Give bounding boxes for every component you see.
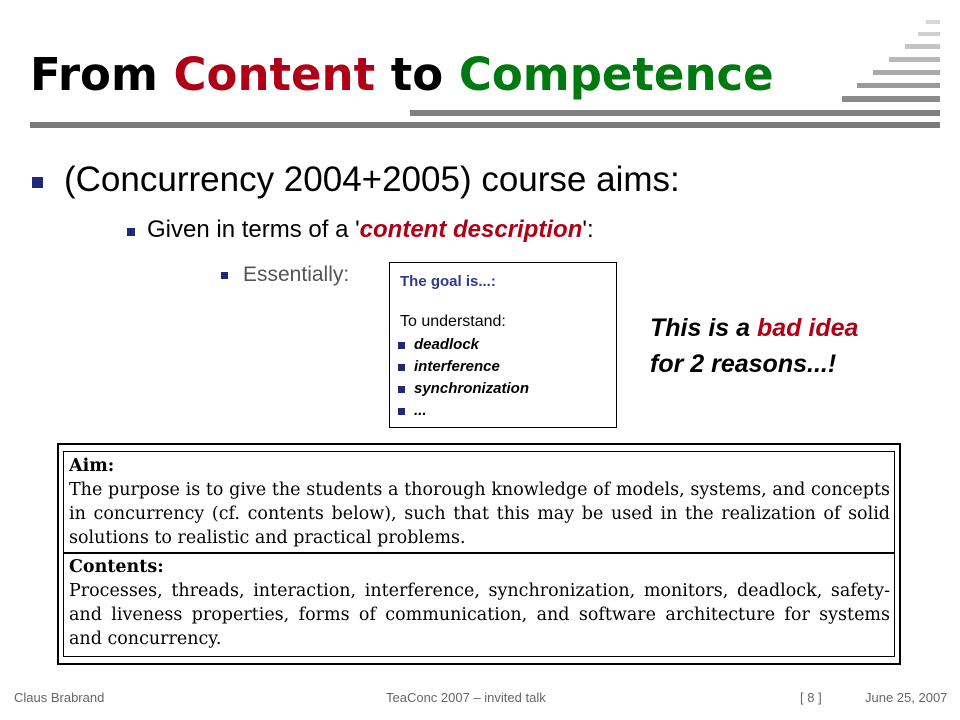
bullet-icon xyxy=(32,177,43,188)
aim-text: The purpose is to give the students a thorough knowledge of models, systems, and concepts in concurrency (cf. contents below), such that this may be used in the realization of solid solutions to realistic and practical problems. xyxy=(69,480,890,548)
callout-line-1: This is a bad idea xyxy=(650,314,859,342)
bullet-icon xyxy=(127,228,135,236)
goal-item: deadlock xyxy=(398,336,479,353)
aim-section xyxy=(63,451,895,554)
bullet-essentially: Essentially: xyxy=(243,263,350,286)
bullet-icon xyxy=(221,272,228,279)
aim-heading: Aim: xyxy=(69,456,115,476)
bullet-course-aims: (Concurrency 2004+2005) course aims: xyxy=(64,160,680,199)
footer-date: June 25, 2007 xyxy=(865,690,948,705)
callout-line-2: for 2 reasons...! xyxy=(650,350,837,378)
goal-box xyxy=(389,262,617,428)
goal-item: ... xyxy=(398,402,427,419)
contents-heading: Contents: xyxy=(69,557,164,577)
bullet-icon xyxy=(398,342,405,349)
goal-box-lead: To understand: xyxy=(400,313,506,330)
bullet-icon xyxy=(398,408,405,415)
bullet-icon xyxy=(398,364,405,371)
bullet-icon xyxy=(398,386,405,393)
bad-idea-callout xyxy=(650,310,858,382)
goal-item: interference xyxy=(398,358,500,375)
footer-page-number: [ 8 ] xyxy=(800,690,822,705)
course-description-excerpt xyxy=(57,443,901,665)
goal-item: synchronization xyxy=(398,380,529,397)
slide-title: From Content to Competence xyxy=(30,48,774,101)
goal-box-title: The goal is...: xyxy=(400,273,496,290)
contents-text: Processes, threads, interaction, interference, synchronization, monitors, deadlock, safety- and liveness properties, forms of communication, and software architecture for systems and concurrency. xyxy=(69,581,890,649)
contents-section xyxy=(63,552,895,657)
footer-author: Claus Brabrand xyxy=(14,690,105,705)
bullet-content-description: Given in terms of a 'content description': xyxy=(147,216,594,243)
footer-event: TeaConc 2007 – invited talk xyxy=(386,690,546,705)
